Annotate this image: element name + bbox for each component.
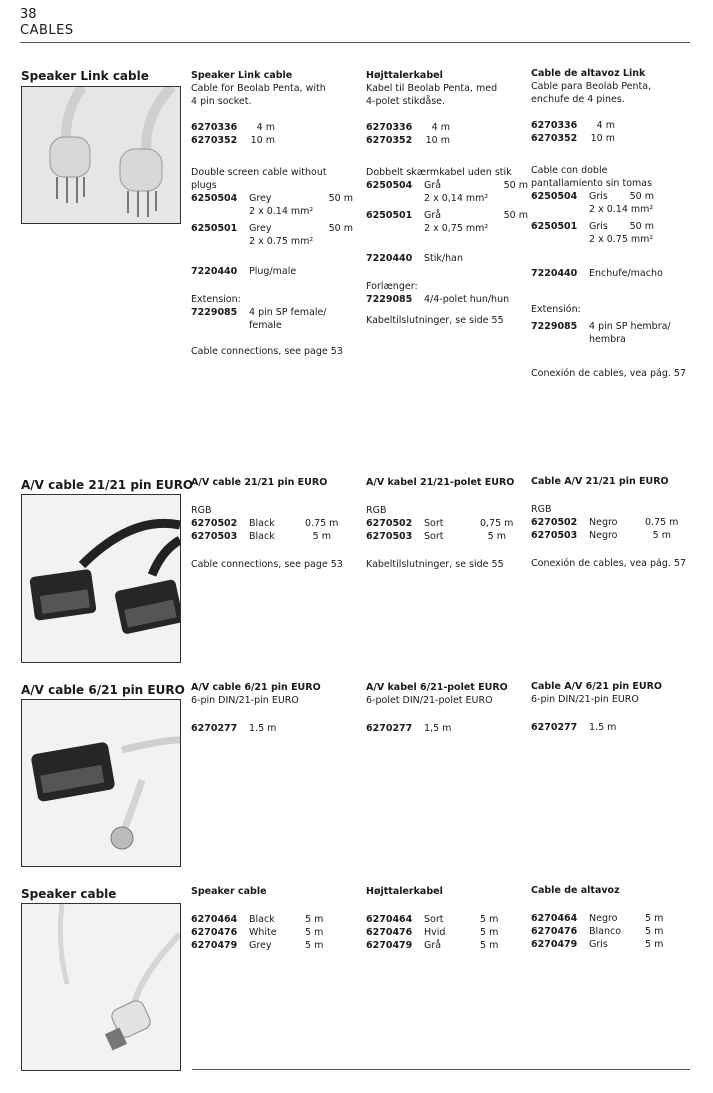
av-2121-da [366, 476, 514, 571]
column-heading: Cable de altavoz Link [531, 68, 646, 79]
product-row: 6270336 4 m [531, 120, 615, 131]
description: plugs [191, 180, 217, 191]
cable-connections-note: Cable connections, see page 53 [191, 346, 343, 357]
product-row: 6270464 Black 5 m [191, 914, 324, 925]
cable-connections-note: Kabeltilslutninger, se side 55 [366, 315, 504, 326]
product-row: 6270503 Negro 5 m [531, 530, 671, 541]
speaker-link-da [366, 69, 528, 327]
spec: 2 x 0.14 mm² [589, 204, 654, 215]
av-621-en [191, 681, 321, 735]
spec: 2 x 0.14 mm² [249, 206, 314, 217]
cable-connections-note: Conexión de cables, vea pág. 57 [531, 368, 687, 379]
product-row: 6250504 Grey 50 m [191, 193, 353, 204]
section-title-av-2121: A/V cable 21/21 pin EURO [21, 478, 194, 492]
description: female [249, 320, 282, 331]
column-heading: A/V cable 21/21 pin EURO [191, 477, 328, 488]
product-row: 6270502 Sort 0,75 m [366, 518, 514, 529]
product-row: 6270336 4 m [191, 122, 275, 133]
description: Dobbelt skærmkabel uden stik [366, 167, 512, 178]
product-row: 6270476 Blanco 5 m [531, 926, 664, 937]
product-row: 6270464 Negro 5 m [531, 913, 664, 924]
product-row: 6250504 Gris 50 m [531, 191, 654, 202]
speaker-da [366, 885, 498, 952]
speaker-link-photo [21, 86, 181, 224]
scart-din-plug-icon [22, 700, 180, 866]
product-row: 7220440 Stik/han [366, 253, 463, 264]
subtype: RGB [531, 504, 552, 515]
subtype: RGB [366, 505, 387, 516]
product-row: 6270476 White 5 m [191, 927, 324, 938]
av-621-es [531, 680, 662, 734]
product-row: 6250504 Grå 50 m [366, 180, 528, 191]
description: hembra [589, 334, 626, 345]
cable-connections-note: Cable connections, see page 53 [191, 559, 343, 570]
column-heading: A/V cable 6/21 pin EURO [191, 682, 321, 693]
product-row: 7229085 4 pin SP hembra/ [531, 321, 671, 332]
product-row: 7220440 Plug/male [191, 266, 297, 277]
product-row: 6270479 Grey 5 m [191, 940, 324, 951]
product-row: 6250501 Gris 50 m [531, 221, 654, 232]
cable-connections-note: Kabeltilslutninger, se side 55 [366, 559, 504, 570]
product-row: 6270277 1,5 m [366, 723, 452, 734]
product-row: 6270277 1.5 m [191, 723, 277, 734]
extension-label: Extensión: [531, 304, 581, 315]
description: pantallamiento sin tomas [531, 178, 653, 189]
column-heading: Cable A/V 21/21 pin EURO [531, 476, 669, 487]
description: Cable for Beolab Penta, with [191, 83, 326, 94]
page-title: CABLES [20, 23, 74, 38]
section-title-av-621: A/V cable 6/21 pin EURO [21, 683, 185, 697]
product-row: 6270336 4 m [366, 122, 450, 133]
description: Double screen cable without [191, 167, 327, 178]
product-row: 6270476 Hvid 5 m [366, 927, 499, 938]
spec: 2 x 0,14 mm² [424, 193, 489, 204]
av-2121-es [531, 475, 686, 570]
speaker-link-en [191, 69, 353, 358]
product-row: 7220440 Enchufe/macho [531, 268, 663, 279]
product-row: 7229085 4/4-polet hun/hun [366, 294, 510, 305]
product-row: 6270464 Sort 5 m [366, 914, 499, 925]
footer-divider [192, 1069, 690, 1070]
product-row: 6250501 Grey 50 m [191, 223, 353, 234]
speaker-cable-plug-icon [22, 904, 180, 1070]
product-row: 6270352 10 m [191, 135, 275, 146]
av-2121-photo [21, 494, 181, 663]
spec: 2 x 0,75 mm² [424, 223, 489, 234]
column-heading: A/V kabel 21/21-polet EURO [366, 477, 515, 488]
product-row: 6270502 Black 0.75 m [191, 518, 339, 529]
product-row: 7229085 4 pin SP female/ [191, 307, 327, 318]
subtype: 6-pin DIN/21-pin EURO [191, 695, 299, 706]
product-row: 6270277 1.5 m [531, 722, 617, 733]
scart-plug-icon [22, 495, 180, 662]
header-divider [20, 42, 690, 43]
extension-label: Forlænger: [366, 281, 418, 292]
product-row: 6270503 Sort 5 m [366, 531, 506, 542]
page-number: 38 [20, 7, 37, 22]
product-row: 6250501 Grå 50 m [366, 210, 528, 221]
column-heading: Højttalerkabel [366, 70, 443, 81]
av-2121-en [191, 476, 343, 571]
product-row: 6270503 Black 5 m [191, 531, 331, 542]
speaker-cable-photo [21, 903, 181, 1071]
column-heading: Speaker Link cable [191, 70, 293, 81]
description: Kabel til Beolab Penta, med [366, 83, 498, 94]
product-row: 6270502 Negro 0.75 m [531, 517, 679, 528]
speaker-es [531, 884, 663, 951]
description: 4 pin socket. [191, 96, 252, 107]
subtype: 6-polet DIN/21-polet EURO [366, 695, 493, 706]
column-heading: A/V kabel 6/21-polet EURO [366, 682, 508, 693]
section-title-speaker: Speaker cable [21, 887, 117, 901]
speaker-en [191, 885, 323, 952]
product-row: 6270352 10 m [366, 135, 450, 146]
subtype: 6-pin DIN/21-pin EURO [531, 694, 639, 705]
speaker-link-es [531, 67, 686, 380]
spec: 2 x 0.75 mm² [249, 236, 314, 247]
product-row: 6270479 Grå 5 m [366, 940, 499, 951]
av-621-photo [21, 699, 181, 867]
description: Cable para Beolab Penta, [531, 81, 652, 92]
extension-label: Extension: [191, 294, 241, 305]
product-row: 6270479 Gris 5 m [531, 939, 664, 950]
column-heading: Cable A/V 6/21 pin EURO [531, 681, 663, 692]
av-621-da [366, 681, 508, 735]
column-heading: Cable de altavoz [531, 885, 620, 896]
column-heading: Højttalerkabel [366, 886, 443, 897]
section-title-speaker-link: Speaker Link cable [21, 69, 149, 83]
description: 4-polet stikdåse. [366, 96, 446, 107]
cable-connections-note: Conexión de cables, vea pág. 57 [531, 558, 687, 569]
spec: 2 x 0.75 mm² [589, 234, 654, 245]
speaker-link-plug-icon [22, 87, 180, 223]
description: enchufe de 4 pines. [531, 94, 625, 105]
subtype: RGB [191, 505, 212, 516]
product-row: 6270352 10 m [531, 133, 615, 144]
description: Cable con doble [531, 165, 608, 176]
column-heading: Speaker cable [191, 886, 267, 897]
